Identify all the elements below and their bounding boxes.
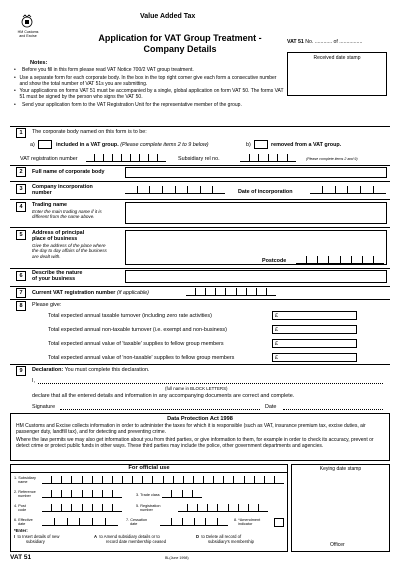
- vat-reg-input[interactable]: [86, 154, 166, 162]
- section-1-number: 1: [16, 128, 26, 138]
- form-number: VAT 51 No. ............ of ................: [287, 39, 363, 45]
- corporate-name-input[interactable]: [125, 167, 387, 178]
- postcode-label: Postcode: [262, 258, 287, 264]
- current-vat-number-input[interactable]: [186, 288, 276, 296]
- agency-name: HM Customs and Excise: [17, 30, 39, 39]
- signature-input[interactable]: [60, 409, 260, 410]
- official-cessation-date: [160, 518, 228, 526]
- remove-label: removed from a VAT group.: [271, 142, 342, 148]
- incorporation-number-input[interactable]: [125, 186, 225, 194]
- declarant-name-input[interactable]: [38, 383, 383, 384]
- s2-label: Full name of corporate body: [32, 169, 105, 175]
- official-reference: [42, 490, 122, 498]
- data-protection-panel: Data Protection Act 1998 HM Customs and Excise collects information in order to administer the taxes for which it is responsible (such as VAT, insurance premium tax, excise duties, air passenger duty, landfill tax), and for detecting and preventing crime. Where the law permits we may also get information about you from third parties, or give information to them, for example in order to check its accuracy, prevent or detect crime or protect public funds in other ways. These third parties may include the police, other government departments and agencies.: [10, 413, 390, 461]
- officer-label: Officer: [330, 542, 345, 548]
- date-incorporation-label: Date of incorporation: [238, 189, 293, 195]
- tax-title: Value Added Tax: [140, 13, 196, 20]
- notes-list: • Before you fill in this form please read VAT Notice 700/2 VAT group treatment. • Use a separate form for each corporate body. In the box in the top right corner give each form a consecutive number and show the total number of VAT 51s you are submitting. • Your applications on forms VAT 51 must be accompanied by a single, global application on form VAT 50. The forms VAT 51 must be signed by the person who signs the VAT 50. • Send your application form to the VAT Registration Unit for the representative member of the group.: [14, 67, 284, 108]
- crest-logo: [19, 13, 35, 29]
- remove-checkbox[interactable]: [254, 140, 268, 149]
- sub-rel-input[interactable]: [240, 154, 296, 162]
- business-nature-input[interactable]: [125, 270, 387, 283]
- footer-print-code: BL(June 1998): [165, 556, 189, 560]
- s1-intro: The corporate body named on this form is to be:: [32, 129, 147, 135]
- notes-heading: Notes:: [30, 60, 48, 66]
- non-taxable-supplies-input[interactable]: £: [272, 353, 357, 362]
- footer-form-code: VAT 51: [10, 554, 32, 561]
- official-use-title: For official use: [128, 465, 170, 471]
- official-subsidiary-name: [42, 476, 284, 484]
- official-amendment-indicator: [274, 518, 284, 527]
- declaration-date-input[interactable]: [283, 409, 383, 410]
- form-title: Application for VAT Group Treatment - Company Details: [98, 33, 262, 54]
- official-postcode: [42, 504, 122, 512]
- sub-rel-label: Subsidiary rel no.: [178, 156, 220, 162]
- taxable-turnover-input[interactable]: £: [272, 311, 357, 320]
- official-effective-date: [42, 518, 118, 526]
- official-trade-class: [162, 490, 202, 498]
- postcode-input[interactable]: [296, 256, 384, 264]
- taxable-supplies-input[interactable]: £: [272, 339, 357, 348]
- include-label: included in a VAT group. (Please complete items 2 to 9 below): [56, 142, 209, 148]
- trading-name-input[interactable]: [125, 202, 387, 224]
- non-taxable-turnover-input[interactable]: £: [272, 325, 357, 334]
- incorporation-date-input[interactable]: [310, 186, 386, 194]
- keying-stamp-box: Keying date stamp: [291, 464, 390, 552]
- received-stamp-box: Received date stamp: [287, 52, 387, 96]
- include-checkbox[interactable]: [38, 140, 52, 149]
- vat-reg-label: VAT registration number: [20, 156, 78, 162]
- official-reg-number: [178, 504, 268, 512]
